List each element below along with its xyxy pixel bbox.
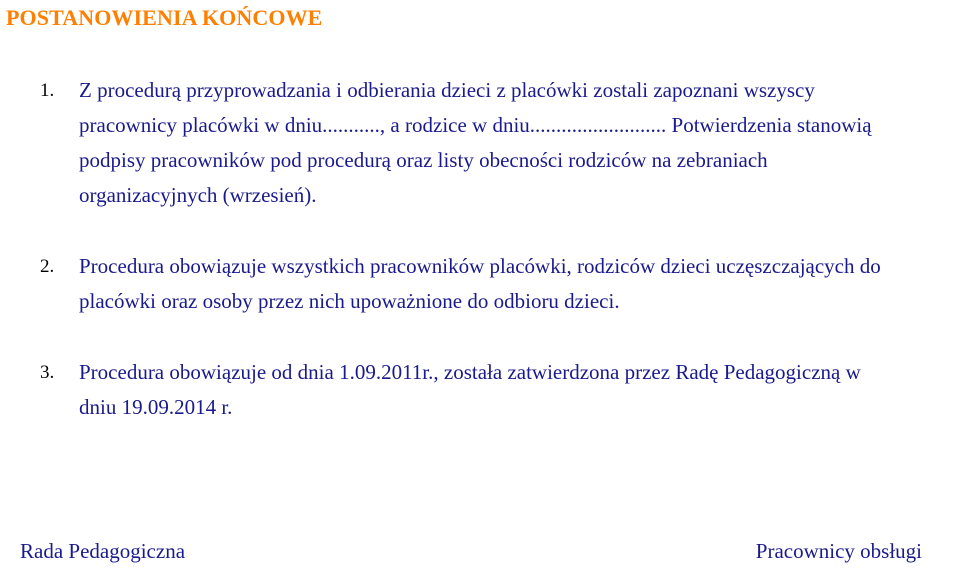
signature-right: Pracownicy obsługi: [755, 539, 922, 563]
section-heading: POSTANOWIENIA KOŃCOWE: [6, 5, 323, 30]
item-number: 2.: [40, 256, 55, 277]
provisions-list: [0, 73, 960, 425]
item-number: 1.: [40, 80, 55, 101]
item-text: Procedura obowiązuje wszystkich pracowników placówki, rodziców dzieci uczęszczających do placówki oraz osoby przez nich upoważnione do odbioru dzieci.: [79, 254, 881, 313]
list-item-1: [0, 73, 881, 213]
signature-left: Rada Pedagogiczna: [20, 539, 186, 563]
item-number: 3.: [40, 362, 55, 383]
list-item-2: [0, 249, 881, 319]
item-text: Procedura obowiązuje od dnia 1.09.2011r., została zatwierdzona przez Radę Pedagogiczną w dniu 19.09.2014 r.: [79, 360, 861, 419]
list-item-3: [0, 355, 881, 425]
item-text: Z procedurą przyprowadzania i odbierania dzieci z placówki zostali zapoznani wszyscy pracownicy placówki w dniu..........., a rodzice w dniu.......................... Potwierdzenia stanowią podpisy pracowników pod procedurą oraz listy obecności rodziców na zebraniach organizacyjnych (wrzesień).: [79, 78, 872, 207]
